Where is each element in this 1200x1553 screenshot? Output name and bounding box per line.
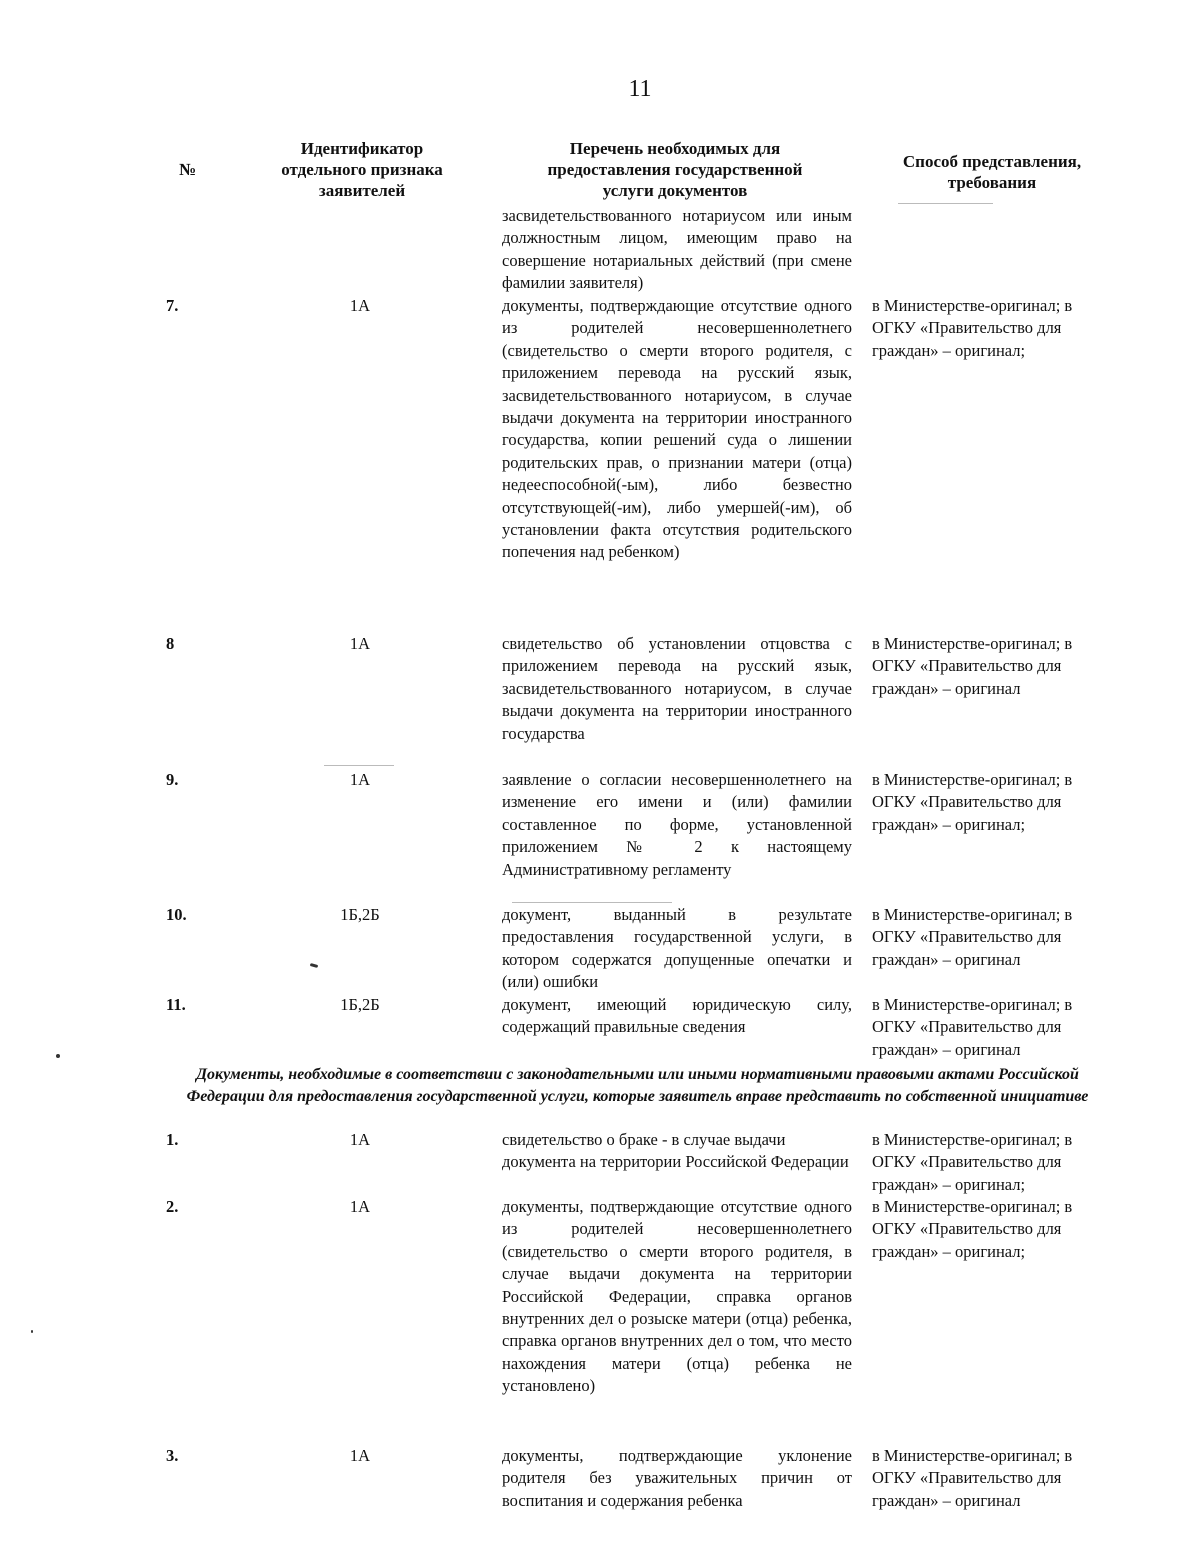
row-identifier: 1А xyxy=(349,770,371,789)
row-identifier: 1Б,2Б xyxy=(340,905,380,924)
row-document: свидетельство об установлении отцовства с приложением перевода на русский язык, засвидетельствованного нотариусом, в случае выдачи документа на территории иностранного государства xyxy=(502,634,852,743)
row-identifier: 1А xyxy=(349,1446,371,1465)
scan-speck xyxy=(31,1330,33,1333)
row-method: в Министерстве-оригинал; в ОГКУ «Правительство для граждан» – оригинал; xyxy=(872,1130,1073,1194)
row-number: 2. xyxy=(166,1197,179,1216)
row-method: в Министерстве-оригинал; в ОГКУ «Правительство для граждан» – оригинал xyxy=(872,995,1073,1059)
row-method: в Министерстве-оригинал; в ОГКУ «Правительство для граждан» – оригинал xyxy=(872,634,1073,698)
section-heading: Документы, необходимые в соответствии с законодательными или иными нормативными правовыми актами Российской Федерации для предоставления государственной услуги, которые заявитель вправе представить по собственной инициативе xyxy=(186,1066,1089,1105)
row-number: 9. xyxy=(166,770,179,789)
row-number: 1. xyxy=(166,1130,179,1149)
row-number: 8 xyxy=(166,634,175,653)
row-document: документы, подтверждающие уклонение родителя без уважительных причин от воспитания и содержания ребенка xyxy=(502,1446,852,1510)
row-document: свидетельство о браке - в случае выдачи документа на территории Российской Федерации xyxy=(502,1130,849,1172)
row-identifier: 1Б,2Б xyxy=(340,995,380,1014)
row-method: в Министерстве-оригинал; в ОГКУ «Правительство для граждан» – оригинал; xyxy=(872,296,1073,360)
row-number: 10. xyxy=(166,905,187,924)
header-identifier: Идентификатор отдельного признака заявителей xyxy=(281,139,443,200)
continuation-text: засвидетельствованного нотариусом или иным должностным лицом, имеющим право на совершение нотариальных действий (при смене фамилии заявителя) xyxy=(502,206,852,293)
header-method: Способ представления, требования xyxy=(902,152,1082,192)
row-method: в Министерстве-оригинал; в ОГКУ «Правительство для граждан» – оригинал; xyxy=(872,1197,1073,1261)
page-number: 11 xyxy=(628,76,652,102)
row-number: 11. xyxy=(166,995,186,1014)
scan-mark xyxy=(310,963,319,968)
scan-line xyxy=(898,203,993,204)
row-document: заявление о согласии несовершеннолетнего на изменение его имени и (или) фамилии составленное по форме, установленной приложением № 2 к настоящему Административному регламенту xyxy=(502,770,852,879)
row-document: документы, подтверждающие отсутствие одного из родителей несовершеннолетнего (свидетельство о смерти второго родителя, с приложением перевода на русский язык, засвидетельствованного нотариусом, в случае выдачи документа на территории иностранного государства, копии решений суда о лишении родительских прав, о признании матери (отца) недееспособной(-ым), либо безвестно отсутствующей(-им), либо умершей(-им), об установлении факта отсутствия родительского попечения над ребенком) xyxy=(502,296,852,562)
header-documents: Перечень необходимых для предоставления государственной услуги документов xyxy=(547,139,803,200)
row-method: в Министерстве-оригинал; в ОГКУ «Правительство для граждан» – оригинал xyxy=(872,905,1073,969)
row-number: 3. xyxy=(166,1446,179,1465)
row-method: в Министерстве-оригинал; в ОГКУ «Правительство для граждан» – оригинал xyxy=(872,1446,1073,1510)
row-document: документ, имеющий юридическую силу, содержащий правильные сведения xyxy=(502,995,852,1037)
scan-speck xyxy=(56,1054,60,1058)
row-document: документ, выданный в результате предоставления государственной услуги, в котором содержатся допущенные опечатки и (или) ошибки xyxy=(502,905,852,992)
row-identifier: 1А xyxy=(349,1130,371,1149)
scan-line xyxy=(324,765,394,766)
row-identifier: 1А xyxy=(349,634,371,653)
row-number: 7. xyxy=(166,296,179,315)
row-identifier: 1А xyxy=(349,296,371,315)
row-method: в Министерстве-оригинал; в ОГКУ «Правительство для граждан» – оригинал; xyxy=(872,770,1073,834)
row-identifier: 1А xyxy=(349,1197,371,1216)
row-document: документы, подтверждающие отсутствие одного из родителей несовершеннолетнего (свидетельство о смерти второго родителя, в случае выдачи документа на территории Российской Федерации, справка органов внутренних дел о розыске матери (отца) ребенка, справка органов внутренних дел о том, что место нахождения матери (отца) ребенка не установлено) xyxy=(502,1197,852,1396)
header-number: № xyxy=(178,160,197,179)
scan-line xyxy=(512,902,672,903)
